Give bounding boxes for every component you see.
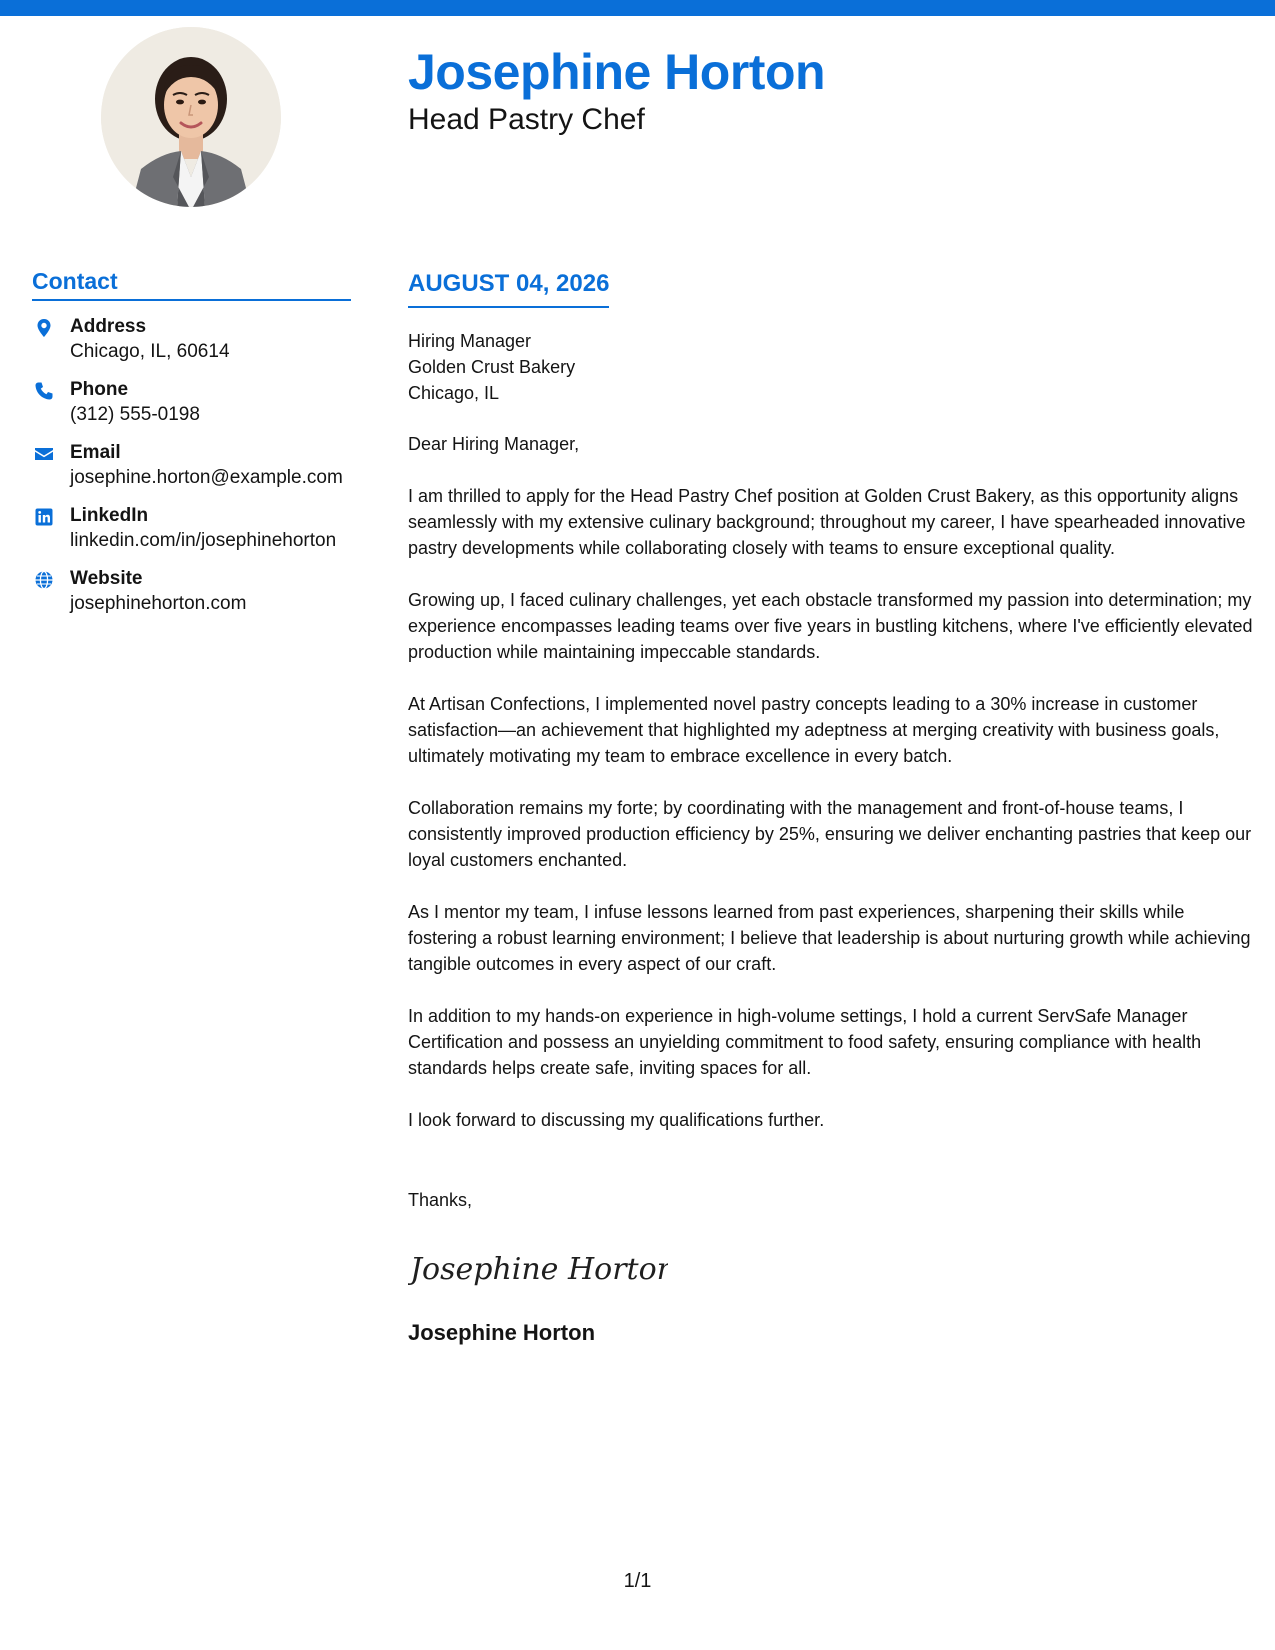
linkedin-icon: [34, 507, 54, 527]
linkedin-value[interactable]: linkedin.com/in/josephinehorton: [70, 530, 337, 551]
contact-phone: [32, 378, 351, 427]
globe-icon: [34, 570, 54, 590]
contact-email: [32, 441, 351, 490]
signature-text: Josephine Horton: [410, 1252, 668, 1287]
recipient-line: Chicago, IL: [408, 383, 500, 403]
letter-body: [408, 268, 1253, 1348]
letter-paragraph: As I mentor my team, I infuse lessons learned from past experiences, sharpening their skills while fostering a robust learning environment; I believe that leadership is about nurturing growth while achieving tangible outcomes in every aspect of our craft.: [408, 902, 1251, 974]
handwritten-signature: [408, 1237, 668, 1297]
letter-paragraph: Growing up, I faced culinary challenges, yet each obstacle transformed my passion into determination; my experience encompasses leading teams over five years in bustling kitchens, where I've efficiently elevated production while maintaining impeccable standards.: [408, 590, 1253, 662]
envelope-icon: [34, 444, 54, 464]
profile-photo: [101, 27, 281, 207]
recipient-line: Hiring Manager: [408, 331, 532, 351]
letter-paragraph: I look forward to discussing my qualifications further.: [408, 1110, 825, 1130]
phone-value: (312) 555-0198: [70, 404, 200, 425]
address-label: Address: [70, 316, 147, 337]
letter-paragraph: Collaboration remains my forte; by coordinating with the management and front-of-house teams, I consistently improved production efficiency by 25%, ensuring we deliver enchanting pastries that keep our loyal customers enchanted.: [408, 798, 1252, 870]
top-accent-bar: [0, 0, 1275, 16]
job-title: Head Pastry Chef: [408, 103, 645, 136]
website-label: Website: [70, 568, 143, 589]
closing: Thanks,: [408, 1190, 473, 1210]
contact-linkedin: [32, 504, 351, 553]
page-number: 1/1: [623, 1570, 652, 1592]
letter-paragraph: In addition to my hands-on experience in high-volume settings, I hold a current ServSafe Manager Certification and possess an unyielding commitment to food safety, ensuring compliance with health standards helps create safe, inviting spaces for all.: [408, 1006, 1202, 1078]
letter-date: AUGUST 04, 2026: [408, 268, 609, 308]
website-value[interactable]: josephinehorton.com: [70, 593, 247, 614]
map-pin-icon: [34, 318, 54, 338]
recipient-line: Golden Crust Bakery: [408, 357, 576, 377]
phone-label: Phone: [70, 379, 129, 400]
candidate-name: Josephine Horton: [408, 44, 826, 100]
contact-address: [32, 315, 351, 364]
email-value[interactable]: josephine.horton@example.com: [70, 467, 343, 488]
recipient-block: [408, 328, 1253, 406]
name-header: [408, 42, 825, 138]
email-label: Email: [70, 442, 121, 463]
phone-icon: [34, 381, 54, 401]
letter-paragraph: At Artisan Confections, I implemented novel pastry concepts leading to a 30% increase in customer satisfaction—an achievement that highlighted my adeptness at merging creativity with business goals, ultimately motivating my team to embrace excellence in every batch.: [408, 694, 1220, 766]
contact-sidebar: [32, 266, 351, 630]
address-value: Chicago, IL, 60614: [70, 341, 230, 362]
signer-name: Josephine Horton: [408, 1320, 596, 1345]
contact-heading: Contact: [32, 266, 351, 301]
salutation: Dear Hiring Manager,: [408, 434, 580, 454]
contact-website: [32, 567, 351, 616]
letter-paragraph: I am thrilled to apply for the Head Pastry Chef position at Golden Crust Bakery, as this opportunity aligns seamlessly with my extensive culinary background; throughout my career, I have spearheaded innovative pastry developments while collaborating closely with teams to ensure exceptional quality.: [408, 486, 1246, 558]
linkedin-label: LinkedIn: [70, 505, 149, 526]
